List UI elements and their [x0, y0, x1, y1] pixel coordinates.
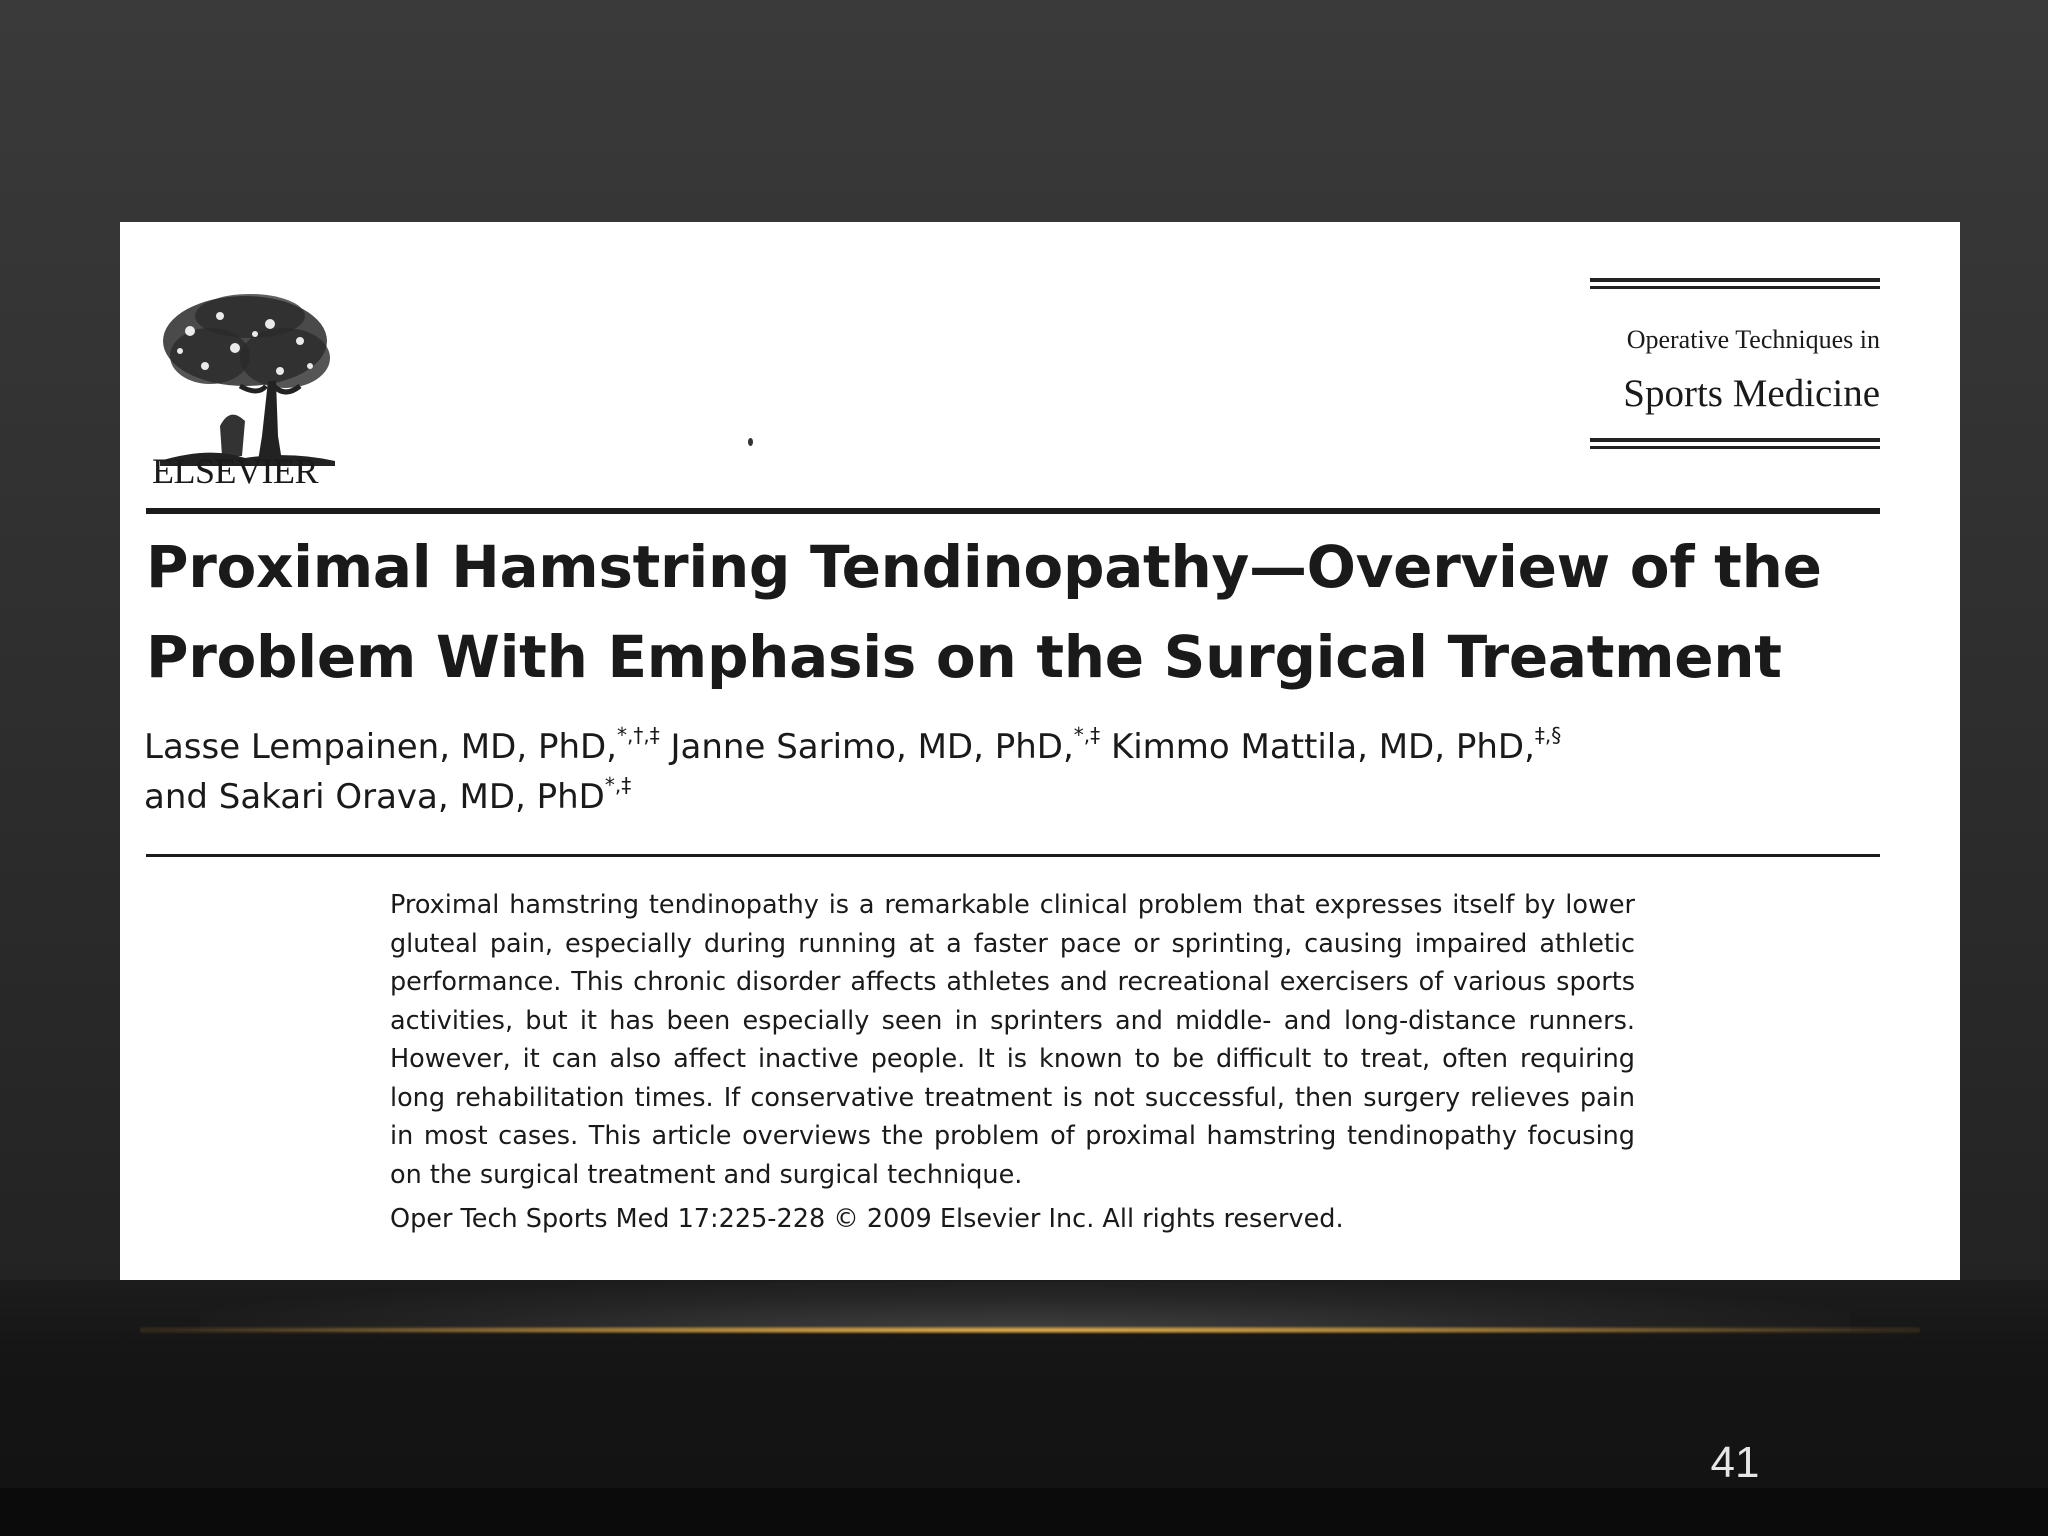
- author-list: [144, 722, 1884, 822]
- abstract-text: Proximal hamstring tendinopathy is a remarkable clinical problem that expresses itself by lower gluteal pain, especially during running at a faster pace or sprinting, causing impaired athletic performance. This chronic disorder affects athletes and recreational exercisers of various sports activities, but it has been especially seen in sprinters and middle- and long-distance runners. However, it can also affect inactive people. It is known to be difficult to treat, often requiring long rehabilitation times. If conservative treatment is not successful, then surgery relieves pain in most cases. This article overviews the problem of proximal hamstring tendinopathy focusing on the surgical treatment and surgical technique.: [390, 890, 1635, 1190]
- masthead-rule: [1590, 446, 1880, 449]
- author-affiliation-marks: *,†,‡: [616, 723, 660, 747]
- article-title: Proximal Hamstring Tendinopathy—Overview of the Problem With Emphasis on the Surgical Treatment: [146, 533, 1822, 691]
- article-scan: [120, 222, 1960, 1280]
- gold-accent-line: [140, 1326, 1920, 1334]
- author-name: Lasse Lempainen, MD, PhD,: [144, 727, 617, 767]
- author-name: Janne Sarimo, MD, PhD,: [670, 727, 1074, 767]
- author-affiliation-marks: *,‡: [604, 773, 632, 797]
- authors-rule: [146, 854, 1880, 857]
- masthead-rule: [1590, 278, 1880, 282]
- scan-speck: [748, 438, 753, 446]
- bottom-strip: [0, 1488, 2048, 1536]
- journal-name-main: Sports Medicine: [1623, 372, 1880, 415]
- masthead-rule: [1590, 438, 1880, 442]
- masthead-rule: [1590, 286, 1880, 289]
- header-rule: [146, 508, 1880, 514]
- journal-masthead: [1590, 278, 1880, 453]
- slide-page-number: 41: [1710, 1438, 1760, 1487]
- author-affiliation-marks: ‡,§: [1534, 723, 1562, 747]
- author-name: and Sakari Orava, MD, PhD: [144, 777, 605, 817]
- author-affiliation-marks: *,‡: [1073, 723, 1101, 747]
- citation-line: Oper Tech Sports Med 17:225-228 © 2009 Elsevier Inc. All rights reserved.: [390, 1204, 1344, 1234]
- journal-name-top: Operative Techniques in: [1626, 325, 1880, 354]
- author-name: Kimmo Mattila, MD, PhD,: [1110, 727, 1535, 767]
- publisher-name: ELSEVIER: [152, 451, 318, 491]
- accent-glow: [200, 1282, 1850, 1332]
